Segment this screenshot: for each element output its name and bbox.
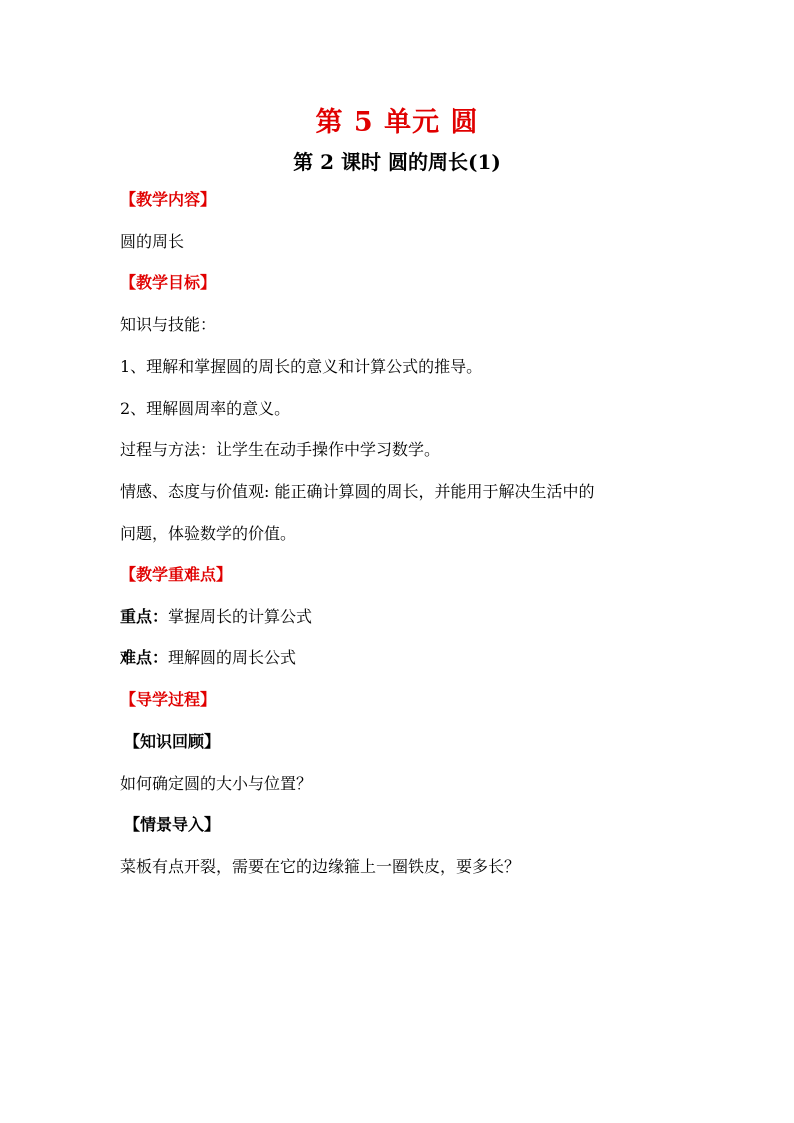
key-difficulty [120,647,296,669]
scene-text: 菜板有点开裂，需要在它的边缘箍上一圈铁皮，要多长？ [120,857,521,876]
goals-heading: 【教学目标】 [120,273,217,292]
goals-emotion-line-1: 情感、态度与价值观: 能正确计算圆的周长，并能用于解决生活中的 [120,482,595,501]
review-text: 如何确定圆的大小与位置？ [120,774,313,793]
unit-title: 第 5 单元 圆 [315,107,479,138]
goals-emotion-line-2: 问题，体验数学的价值。 [120,524,297,543]
guide-heading: 【导学过程】 [120,690,217,709]
key-points-heading: 【教学重难点】 [120,565,233,584]
key-difficulty-text: 理解圆的周长公式 [168,648,297,667]
goals-process: 过程与方法：让学生在动手操作中学习数学。 [120,440,441,459]
goals-item-1: 1、理解和掌握圆的周长的意义和计算公式的推导。 [120,357,483,376]
content-text: 圆的周长 [120,232,185,251]
lesson-title: 第 2 课时 圆的周长(1) [293,150,501,174]
key-focus-text: 掌握周长的计算公式 [168,607,313,626]
goals-knowledge-label: 知识与技能： [120,315,217,334]
key-difficulty-label: 难点： [120,648,169,667]
goals-item-2: 2、理解圆周率的意义。 [120,399,291,418]
content-heading: 【教学内容】 [120,190,217,209]
key-focus-label: 重点： [120,607,169,626]
review-heading: 【知识回顾】 [124,732,221,751]
scene-heading: 【情景导入】 [124,815,221,834]
key-focus [120,606,312,628]
